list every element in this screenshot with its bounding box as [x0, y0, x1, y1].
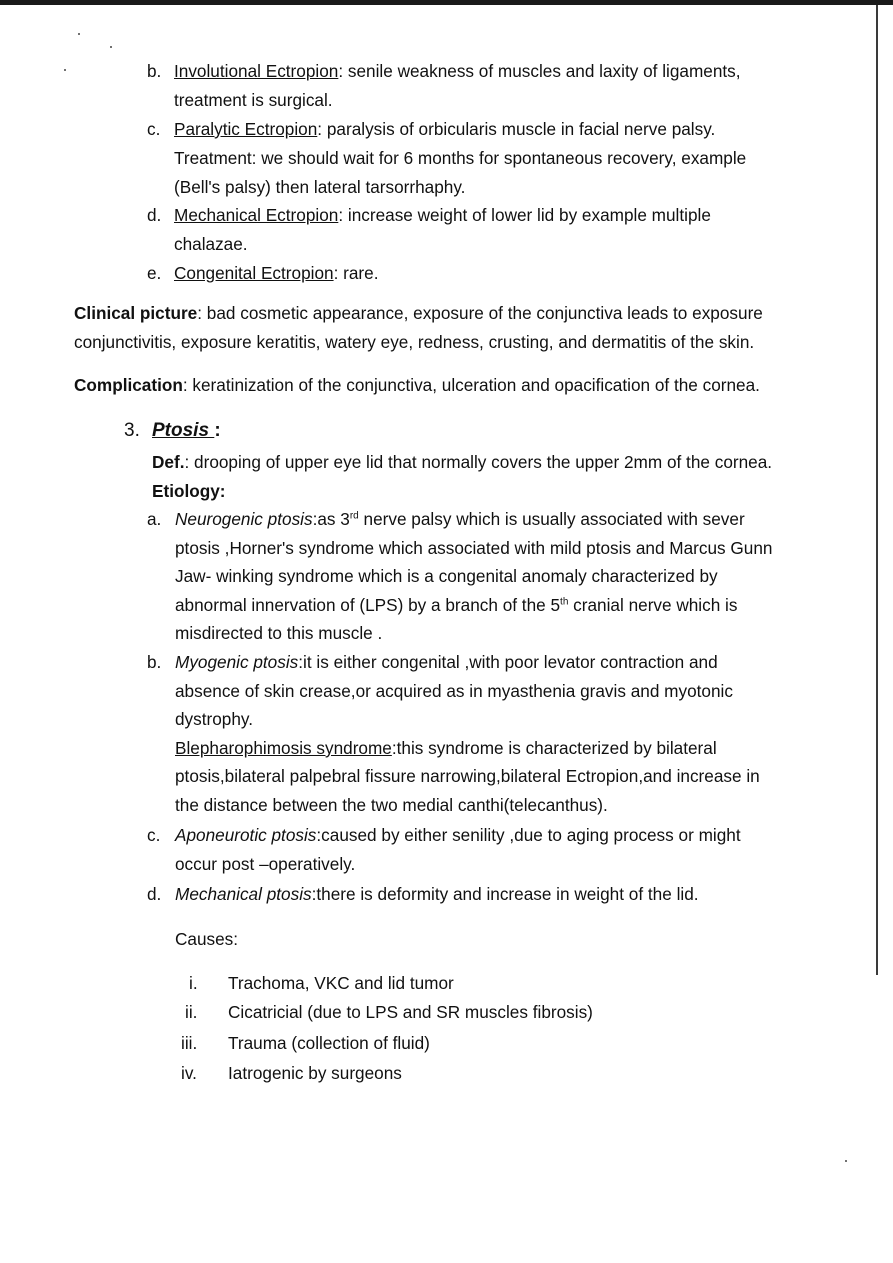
list-item-continuation: ptosis ,Horner's syndrome which associated with mild ptosis and Marcus Gunn: [175, 538, 773, 558]
definition-label: Def.: [152, 452, 185, 472]
section-number: 3.: [124, 420, 140, 441]
scan-top-edge: [0, 0, 893, 5]
list-item: Iatrogenic by surgeons: [228, 1063, 402, 1083]
list-item-continuation: Jaw- winking syndrome which is a congenital anomaly characterized by: [175, 566, 718, 586]
causes-label: Causes:: [175, 929, 239, 949]
list-item-continuation: misdirected to this muscle .: [175, 623, 383, 643]
list-item: Mechanical Ectropion: increase weight of lower lid by example multiple: [174, 205, 711, 225]
term: Aponeurotic ptosis: [175, 825, 317, 845]
list-item-continuation: Treatment: we should wait for 6 months for spontaneous recovery, example: [174, 148, 747, 168]
clinical-picture-label: Clinical picture: [74, 303, 198, 323]
list-item: Congenital Ectropion: rare.: [174, 263, 379, 283]
scan-speck: [78, 33, 80, 35]
list-item-continuation: dystrophy.: [175, 709, 254, 729]
list-marker: ii.: [185, 1002, 198, 1022]
blepharophimosis-note: Blepharophimosis syndrome:this syndrome is characterized by bilateral: [175, 738, 717, 758]
section-title: Ptosis: [152, 420, 215, 441]
list-marker: i.: [189, 973, 198, 993]
list-marker: d.: [147, 205, 162, 225]
list-item-continuation: (Bell's palsy) then lateral tarsorrhaphy.: [174, 177, 466, 197]
term: Blepharophimosis syndrome: [175, 738, 392, 758]
list-marker: b.: [147, 652, 162, 672]
list-marker: e.: [147, 263, 162, 283]
list-item: Trachoma, VKC and lid tumor: [228, 973, 454, 993]
term: Myogenic ptosis: [175, 652, 299, 672]
list-item: Involutional Ectropion: senile weakness of muscles and laxity of ligaments,: [174, 61, 741, 81]
list-item-continuation: abnormal innervation of (LPS) by a branch of the 5th cranial nerve which is: [175, 595, 738, 615]
term: Neurogenic ptosis: [175, 509, 313, 529]
list-item-continuation: ptosis,bilateral palpebral fissure narrowing,bilateral Ectropion,and increase in: [175, 766, 760, 786]
scan-speck: [845, 1160, 847, 1162]
list-item-mechanical: Mechanical ptosis:there is deformity and increase in weight of the lid.: [175, 884, 699, 904]
list-item-continuation: occur post –operatively.: [175, 854, 356, 874]
term: Mechanical Ectropion: [174, 205, 339, 225]
term: Congenital Ectropion: [174, 263, 334, 283]
list-item-continuation: the distance between the two medial canthi(telecanthus).: [175, 795, 608, 815]
list-marker: iv.: [181, 1063, 197, 1083]
list-marker: b.: [147, 61, 162, 81]
list-item-continuation: absence of skin crease,or acquired as in myasthenia gravis and myotonic: [175, 681, 733, 701]
term: Paralytic Ectropion: [174, 119, 318, 139]
etiology-label: Etiology:: [152, 481, 226, 501]
term: Mechanical ptosis: [175, 884, 312, 904]
term: Involutional Ectropion: [174, 61, 339, 81]
scan-right-edge: [876, 5, 878, 975]
list-item-continuation: chalazae.: [174, 234, 248, 254]
definition: Def.: drooping of upper eye lid that normally covers the upper 2mm of the cornea.: [152, 452, 773, 472]
list-item-myogenic: Myogenic ptosis:it is either congenital ,with poor levator contraction and: [175, 652, 718, 672]
section-heading: Ptosis :: [152, 420, 221, 441]
list-marker: iii.: [181, 1033, 198, 1053]
list-item-continuation: treatment is surgical.: [174, 90, 333, 110]
list-item-aponeurotic: Aponeurotic ptosis:caused by either senility ,due to aging process or might: [175, 825, 741, 845]
list-marker: d.: [147, 884, 162, 904]
list-item-neurogenic: Neurogenic ptosis:as 3rd nerve palsy which is usually associated with sever: [175, 509, 745, 529]
list-marker: c.: [147, 825, 161, 845]
scan-speck: [110, 46, 112, 48]
list-item: Trauma (collection of fluid): [228, 1033, 430, 1053]
list-marker: a.: [147, 509, 162, 529]
complication-paragraph: Complication: keratinization of the conjunctiva, ulceration and opacification of the cornea.: [74, 375, 760, 395]
list-item: Cicatricial (due to LPS and SR muscles fibrosis): [228, 1002, 593, 1022]
complication-label: Complication: [74, 375, 183, 395]
list-marker: c.: [147, 119, 161, 139]
list-item: Paralytic Ectropion: paralysis of orbicularis muscle in facial nerve palsy.: [174, 119, 716, 139]
scan-speck: [64, 69, 66, 71]
